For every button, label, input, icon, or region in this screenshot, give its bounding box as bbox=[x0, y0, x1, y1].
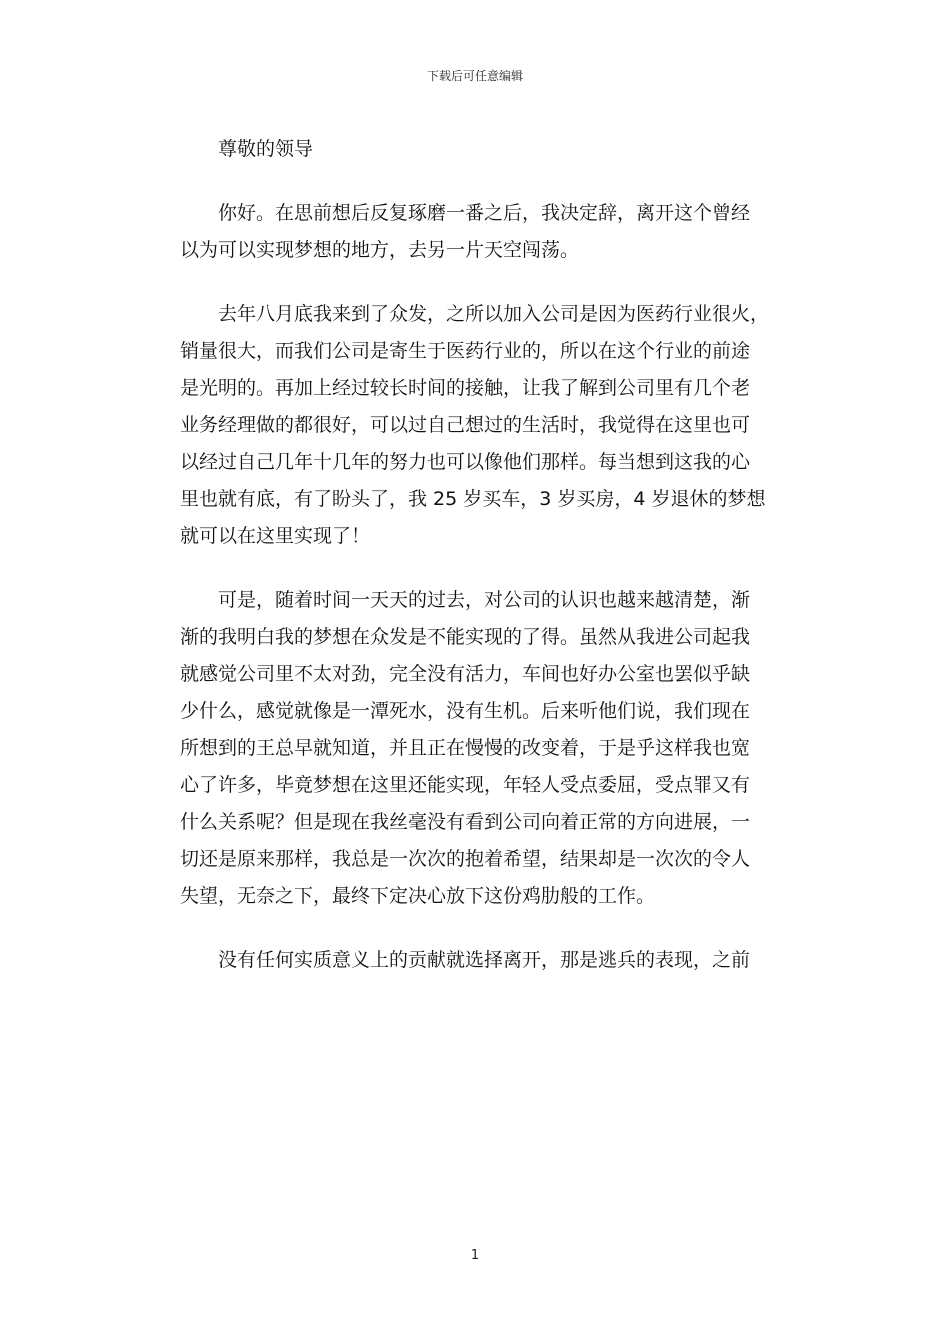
paragraph-line: 没有任何实质意义上的贡献就选择离开，那是逃兵的表现，之前 bbox=[218, 949, 751, 971]
paragraph-line: 就感觉公司里不太对劲，完全没有活力，车间也好办公室也罢似乎缺 bbox=[180, 663, 751, 685]
paragraph-line: 业务经理做的都很好，可以过自己想过的生活时，我觉得在这里也可 bbox=[180, 414, 751, 436]
paragraph-line: 什么关系呢？但是现在我丝毫没有看到公司向着正常的方向进展，一 bbox=[180, 811, 751, 833]
paragraph-line: 渐的我明白我的梦想在众发是不能实现的了得。虽然从我进公司起我 bbox=[180, 626, 751, 648]
paragraph-line: 所想到的王总早就知道，并且正在慢慢的改变着，于是乎这样我也宽 bbox=[180, 737, 751, 759]
paragraph-line: 就可以在这里实现了！ bbox=[180, 525, 371, 547]
paragraph-3 bbox=[180, 582, 770, 915]
page-number: 1 bbox=[470, 1248, 480, 1263]
letter-body bbox=[180, 131, 770, 979]
paragraph-gap bbox=[180, 555, 770, 582]
paragraph-gap bbox=[180, 168, 770, 195]
paragraph-line: 销量很大，而我们公司是寄生于医药行业的，所以在这个行业的前途 bbox=[180, 340, 751, 362]
paragraph-gap bbox=[180, 915, 770, 942]
paragraph-line: 少什么，感觉就像是一潭死水，没有生机。后来听他们说，我们现在 bbox=[180, 700, 751, 722]
paragraph-line: 是光明的。再加上经过较长时间的接触，让我了解到公司里有几个老 bbox=[180, 377, 751, 399]
salutation-paragraph bbox=[180, 131, 770, 168]
paragraph-line: 你好。在思前想后反复琢磨一番之后，我决定辞，离开这个曾经 bbox=[218, 202, 751, 224]
page-header: 下载后可任意编辑 bbox=[426, 69, 523, 83]
paragraph-line: 可是，随着时间一天天的过去，对公司的认识也越来越清楚，渐 bbox=[218, 589, 751, 611]
paragraph-line: 里也就有底，有了盼头了，我 25 岁买车，3 岁买房，4 岁退休的梦想 bbox=[180, 488, 766, 510]
paragraph-2 bbox=[180, 296, 770, 555]
paragraph-line: 切还是原来那样，我总是一次次的抱着希望，结果却是一次次的令人 bbox=[180, 848, 751, 870]
paragraph-1 bbox=[180, 195, 770, 269]
paragraph-line: 去年八月底我来到了众发，之所以加入公司是因为医药行业很火， bbox=[218, 303, 770, 325]
paragraph-line: 以为可以实现梦想的地方，去另一片天空闯荡。 bbox=[180, 239, 580, 261]
paragraph-4 bbox=[180, 942, 770, 979]
salutation: 尊敬的领导 bbox=[218, 138, 314, 160]
paragraph-line: 心了许多，毕竟梦想在这里还能实现，年轻人受点委屈，受点罪又有 bbox=[180, 774, 751, 796]
paragraph-gap bbox=[180, 269, 770, 296]
paragraph-line: 以经过自己几年十几年的努力也可以像他们那样。每当想到这我的心 bbox=[180, 451, 751, 473]
paragraph-line: 失望，无奈之下，最终下定决心放下这份鸡肋般的工作。 bbox=[180, 885, 656, 907]
